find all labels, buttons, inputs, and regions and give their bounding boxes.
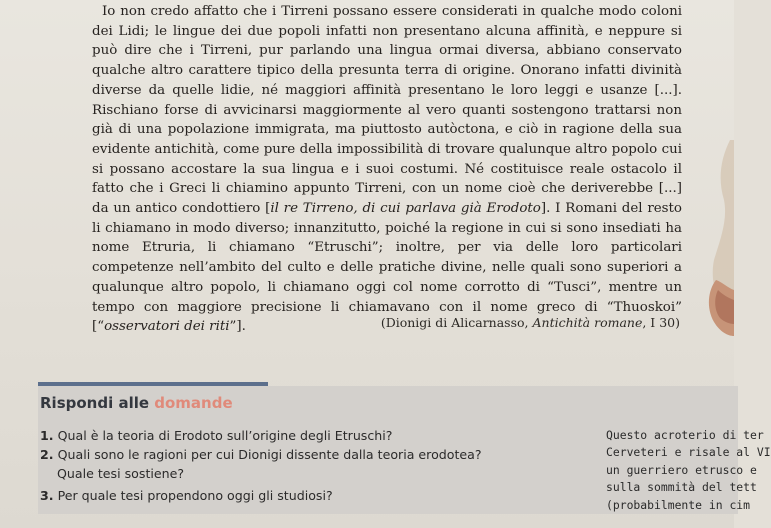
caption-line: (probabilmente in cim bbox=[606, 497, 751, 512]
caption-line: Cerveteri e risale al VI bbox=[606, 445, 771, 460]
caption-line: un guerriero etrusco e bbox=[606, 462, 757, 477]
citation-reference: , I 30) bbox=[642, 315, 680, 330]
caption-line: sulla sommità del tett bbox=[606, 480, 757, 495]
caption-line: Questo acroterio di ter bbox=[606, 428, 764, 442]
quote-italic-note2: osservatori dei riti bbox=[104, 319, 230, 335]
question-number: 1. bbox=[40, 428, 54, 443]
question-text: Qual è la teoria di Erodoto sull’origine degli Etruschi? bbox=[57, 428, 393, 443]
question-3 bbox=[40, 486, 333, 505]
question-2 bbox=[40, 445, 482, 464]
questions-title-accent: domande bbox=[154, 394, 233, 412]
quote-text-part3: ”]. bbox=[229, 319, 246, 335]
source-citation bbox=[381, 315, 680, 330]
question-text: Quali sono le ragioni per cui Dionigi dissente dalla teoria erodotea? bbox=[57, 447, 482, 462]
quote-text-part1: Io non credo affatto che i Tirreni possano essere considerati in qualche modo coloni dei Lidi; le lingue dei due popoli infatti non presentano alcuna affinità, e neppure si può dire che i Tirreni, pur parlando una lingua ormai diversa, abbiano conservato qualche altro carattere tipico della presunta terra di origine. Onorano infatti divinità diverse da quelle lidie, né maggiori affinità presentano le loro leggi e usanze [...]. Rischiano forse di avvicinarsi maggiormente al vero quanti sostengono trattarsi non già di una popolazione immigrata, ma piuttosto autòctona, e ciò in ragione della sua evidente antichità, come pure della impossibilità di trovare qualunque altro popolo cui si possano accostare la sua lingua e i suoi costumi. Né costituisce reale ostacolo il fatto che i Greci li chiamino appunto Tirreni, con un nome cioè che deriverebbe [...] da un antico condottiero [ bbox=[92, 4, 682, 217]
question-number: 2. bbox=[40, 447, 54, 462]
question-text: Quale tesi sostiene? bbox=[57, 466, 185, 481]
terracotta-acroterion-image bbox=[690, 140, 734, 370]
quote-italic-note1: il re Tirreno, di cui parlava già Erodoto bbox=[270, 201, 541, 217]
questions-title-text: Rispondi alle bbox=[40, 394, 155, 412]
image-caption bbox=[606, 427, 771, 514]
question-1 bbox=[40, 426, 392, 445]
quote-paragraph bbox=[92, 2, 682, 337]
citation-work-title: Antichità romane bbox=[532, 315, 643, 330]
question-number: 3. bbox=[40, 488, 54, 503]
question-text: Per quale tesi propendono oggi gli studiosi? bbox=[57, 488, 333, 503]
question-2-continued bbox=[57, 464, 184, 483]
citation-author: (Dionigi di Alicarnasso, bbox=[380, 315, 533, 330]
quote-text-part2: ]. I Romani del resto li chiamano in modo diverso; innanzitutto, poiché la regione in cui si sono insediati ha nome Etruria, li chiamano “Etruschi”; inoltre, per via delle loro particolari competenze nell’ambito del culto e delle pratiche divine, nelle quali sono superiori a qualunque altro popolo, li chiamano oggi col nome corrotto di “Tusci”, mentre un tempo con maggiore precisione li chiamavano con il nome greco di “Thuoskoi” [“ bbox=[92, 201, 682, 335]
questions-title bbox=[40, 394, 233, 412]
quote-passage bbox=[92, 2, 682, 337]
